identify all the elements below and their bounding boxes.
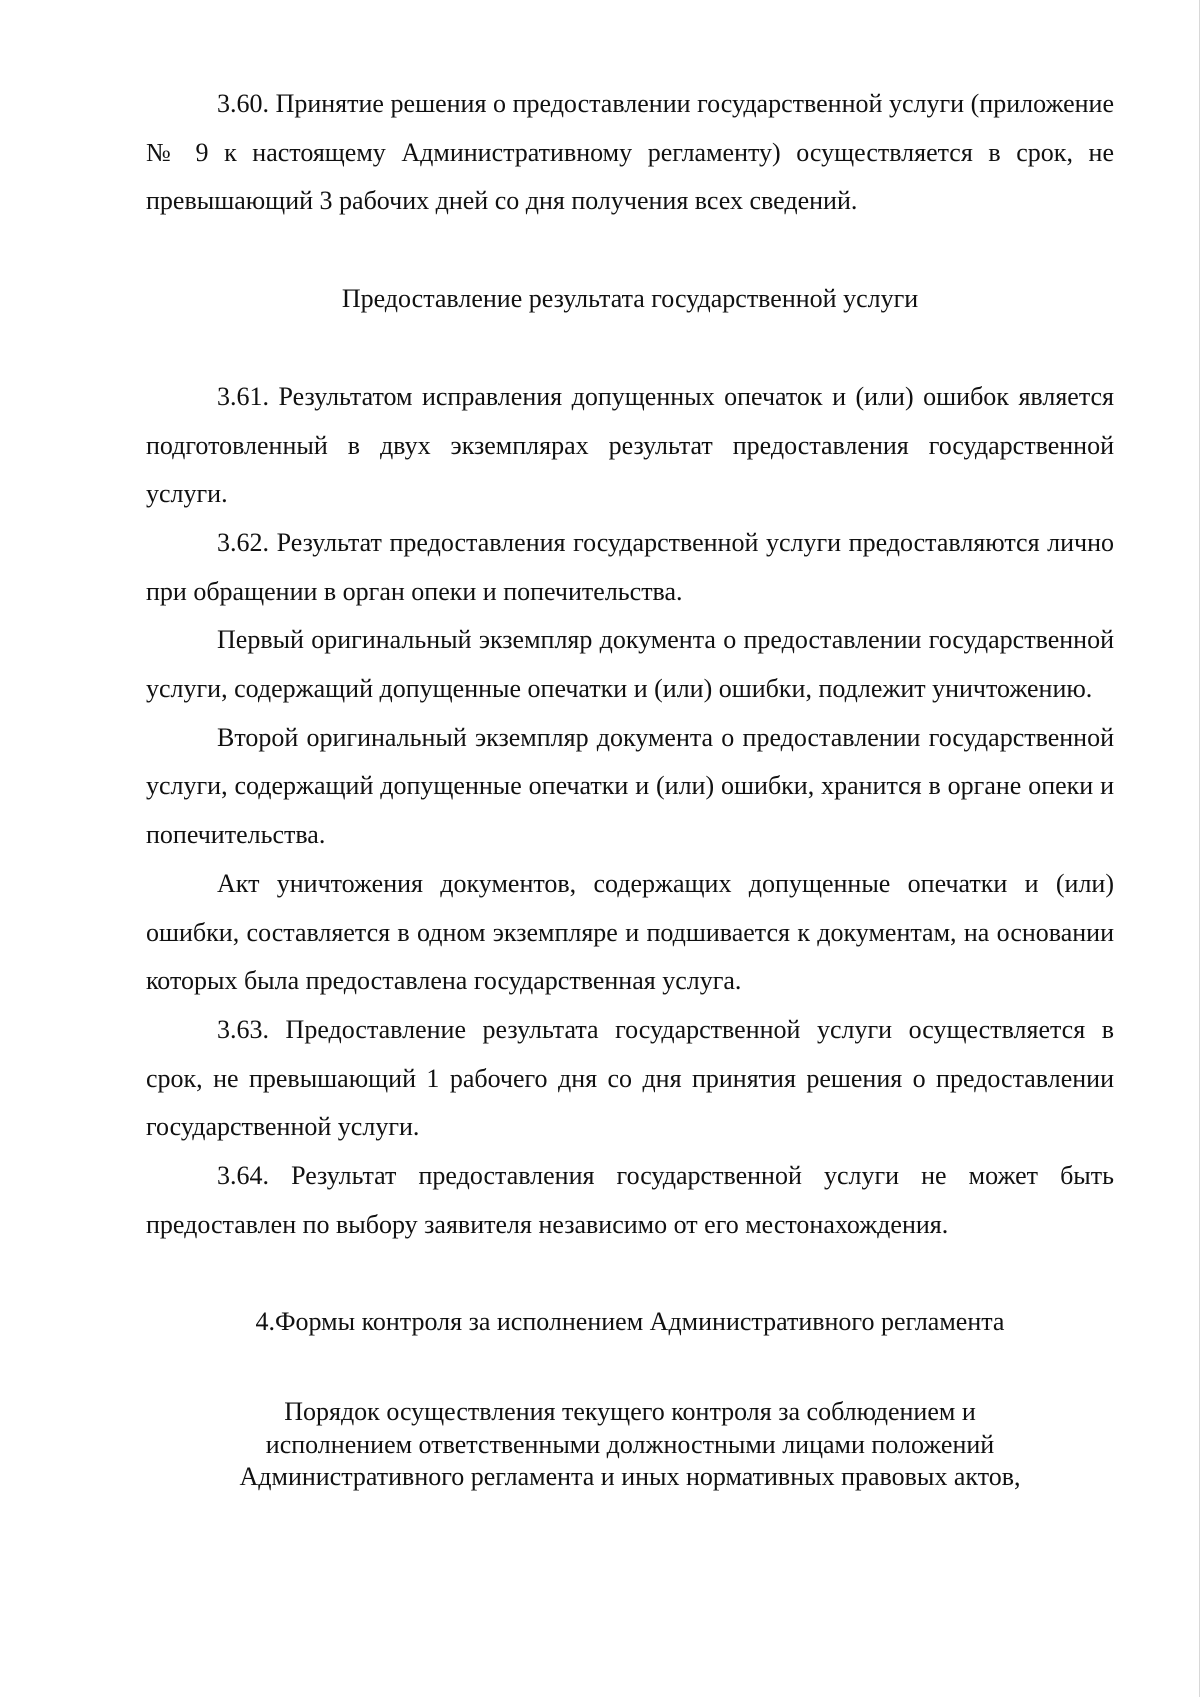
paragraph-3-60: 3.60. Принятие решения о предоставлении государственной услуги (приложение № 9 к настоящему Административному регламенту) осуществляется в срок, не превышающий 3 рабочих дней со дня получения всех сведений.	[146, 89, 1114, 216]
paragraph-3-63: 3.63. Предоставление результата государственной услуги осуществляется в срок, не превышающий 1 рабочего дня со дня принятия решения о предоставлении государственной услуги.	[146, 1014, 1114, 1142]
document-body	[146, 80, 1114, 1494]
paragraph-3-64: 3.64. Результат предоставления государственной услуги не может быть предоставлен по выбору заявителя независимо от его местонахождения.	[146, 1161, 1114, 1239]
subsection-heading-line: Административного регламента и иных нормативных правовых актов,	[239, 1462, 1021, 1492]
paragraph-first-copy: Первый оригинальный экземпляр документа о предоставлении государственной услуги, содержащий допущенные опечатки и (или) ошибки, подлежит уничтожению.	[146, 625, 1114, 704]
paragraph-second-copy: Второй оригинальный экземпляр документа о предоставлении государственной услуги, содержащий допущенные опечатки и (или) ошибки, хранится в органе опеки и попечительства.	[146, 722, 1114, 850]
subsection-heading-line: Порядок осуществления текущего контроля за соблюдением и	[284, 1397, 976, 1427]
subheading-service-result: Предоставление результата государственной услуги	[341, 284, 919, 314]
subsection-heading-current-control	[146, 1396, 1114, 1494]
section-heading-4: 4.Формы контроля за исполнением Административного регламента	[255, 1307, 1005, 1337]
paragraph-3-62: 3.62. Результат предоставления государственной услуги предоставляются лично при обращении в орган опеки и попечительства.	[146, 527, 1114, 606]
subsection-heading-line: исполнением ответственными должностными лицами положений	[265, 1429, 995, 1459]
paragraph-destruction-act: Акт уничтожения документов, содержащих допущенные опечатки и (или) ошибки, составляется в одном экземпляре и подшивается к документам, на основании которых была предоставлена государственная услуга.	[146, 868, 1114, 996]
paragraph-3-61: 3.61. Результатом исправления допущенных опечаток и (или) ошибок является подготовленный в двух экземплярах результат предоставления государственной услуги.	[146, 381, 1114, 509]
